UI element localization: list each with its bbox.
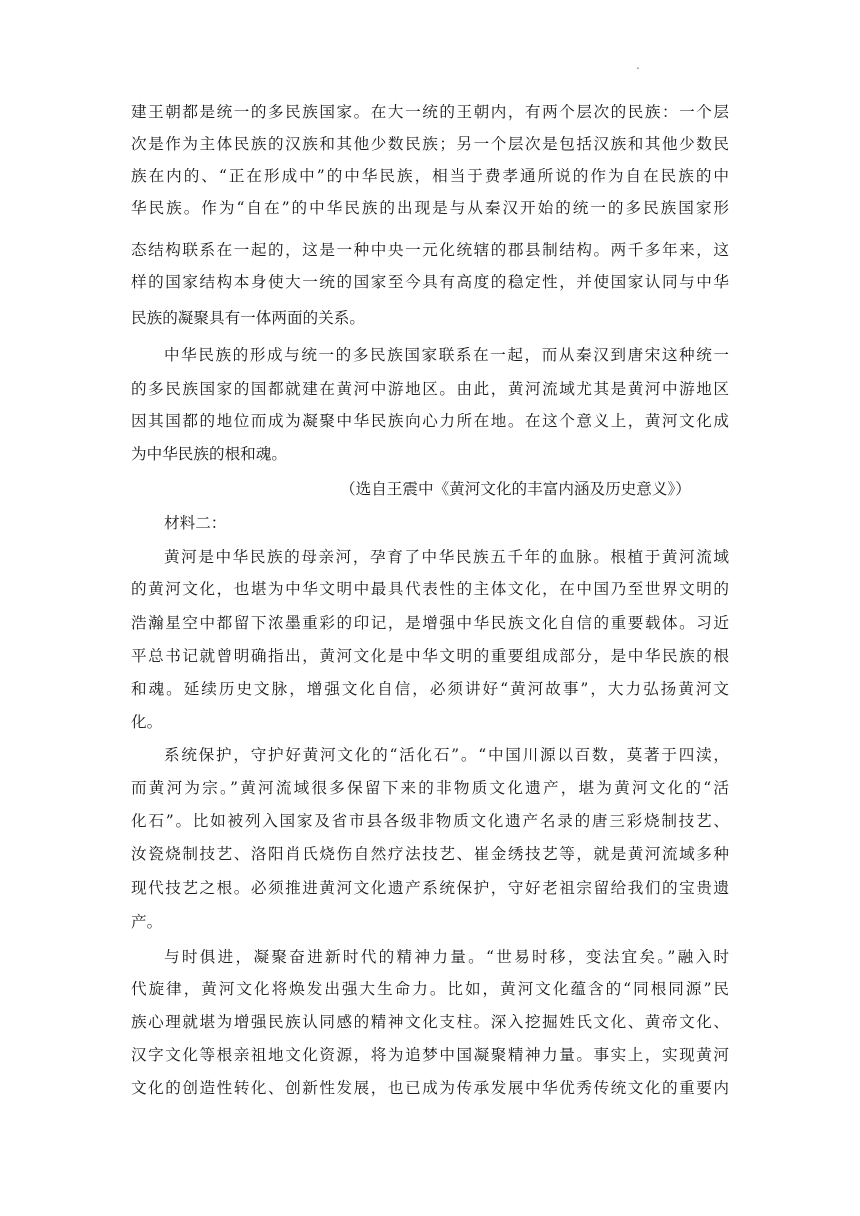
text-line: 的多民族国家的国都就建在黄河中游地区。由此，黄河流域尤其是黄河中游地区 [131,380,729,398]
text-line: 族在内的、“正在形成中”的中华民族，相当于费孝通所说的作为自在民族的中 [131,167,729,185]
text-line: 因其国都的地位而成为凝聚中华民族向心力所在地。在这个意义上，黄河文化成 [131,412,729,430]
text-line: 代旋律，黄河文化将焕发出强大生命力。比如，黄河文化蕴含的“同根同源”民 [131,980,729,998]
text-line: 化。 [131,713,163,731]
text-line: 样的国家结构本身使大一统的国家至今具有高度的稳定性，并使国家认同与中华 [131,273,729,291]
section-heading: 材料二： [164,514,227,532]
text-line: 现代技艺之根。必须推进黄河文化遗产系统保护，守好老祖宗留给我们的宝贵遗 [131,879,729,897]
text-line: 态结构联系在一起的，这是一种中央一元化统辖的郡县制结构。两千多年来，这 [131,241,729,259]
text-line: 族心理就堪为增强民族认同感的精神文化支柱。深入挖掘姓氏文化、黄帝文化、 [131,1013,729,1031]
text-line: 和魂。延续历史文脉，增强文化自信，必须讲好“黄河故事”，大力弘扬黄河文 [131,680,729,698]
text-line: 民族的凝聚具有一体两面的关系。 [131,309,365,327]
text-line: 而黄河为宗。”黄河流域很多保留下来的非物质文化遗产，堪为黄河文化的“活 [131,779,729,797]
text-line: 次是作为主体民族的汉族和其他少数民族；另一个层次是包括汉族和其他少数民 [131,135,729,153]
text-line: 的黄河文化，也堪为中华文明中最具代表性的主体文化，在中国乃至世界文明的 [131,580,729,598]
text-line: 黄河是中华民族的母亲河，孕育了中华民族五千年的血脉。根植于黄河流域 [164,548,729,566]
text-line: 汝瓷烧制技艺、洛阳肖氏烧伤自然疗法技艺、崔金绣技艺等，就是黄河流域多种 [131,845,729,863]
text-line: 浩瀚星空中都留下浓墨重彩的印记，是增强中华民族文化自信的重要载体。习近 [131,614,729,632]
text-line: 汉字文化等根亲祖地文化资源，将为追梦中国凝聚精神力量。事实上，实现黄河 [131,1046,729,1064]
text-line: 产。 [131,913,163,931]
text-line: 中华民族的形成与统一的多民族国家联系在一起，而从秦汉到唐宋这种统一 [164,346,729,364]
text-line: 为中华民族的根和魂。 [131,445,287,463]
text-line: 华民族。作为“自在”的中华民族的出现是与从秦汉开始的统一的多民族国家形 [131,199,729,217]
source-citation: （选自王震中《黄河文化的丰富内涵及历史意义》） [340,480,691,498]
text-line: 文化的创造性转化、创新性发展，也已成为传承发展中华优秀传统文化的重要内 [131,1079,729,1097]
text-line: 系统保护，守护好黄河文化的“活化石”。“中国川源以百数，莫著于四渎， [164,746,729,764]
text-line: 与时俱进，凝聚奋进新时代的精神力量。“世易时移，变法宜矣。”融入时 [164,948,729,966]
text-line: 平总书记就曾明确指出，黄河文化是中华文明的重要组成部分，是中华民族的根 [131,647,729,665]
text-line: 建王朝都是统一的多民族国家。在大一统的王朝内，有两个层次的民族：一个层 [131,103,729,121]
text-line: 化石”。比如被列入国家及省市县各级非物质文化遗产名录的唐三彩烧制技艺、 [131,812,729,830]
header-mark: . [636,58,640,72]
